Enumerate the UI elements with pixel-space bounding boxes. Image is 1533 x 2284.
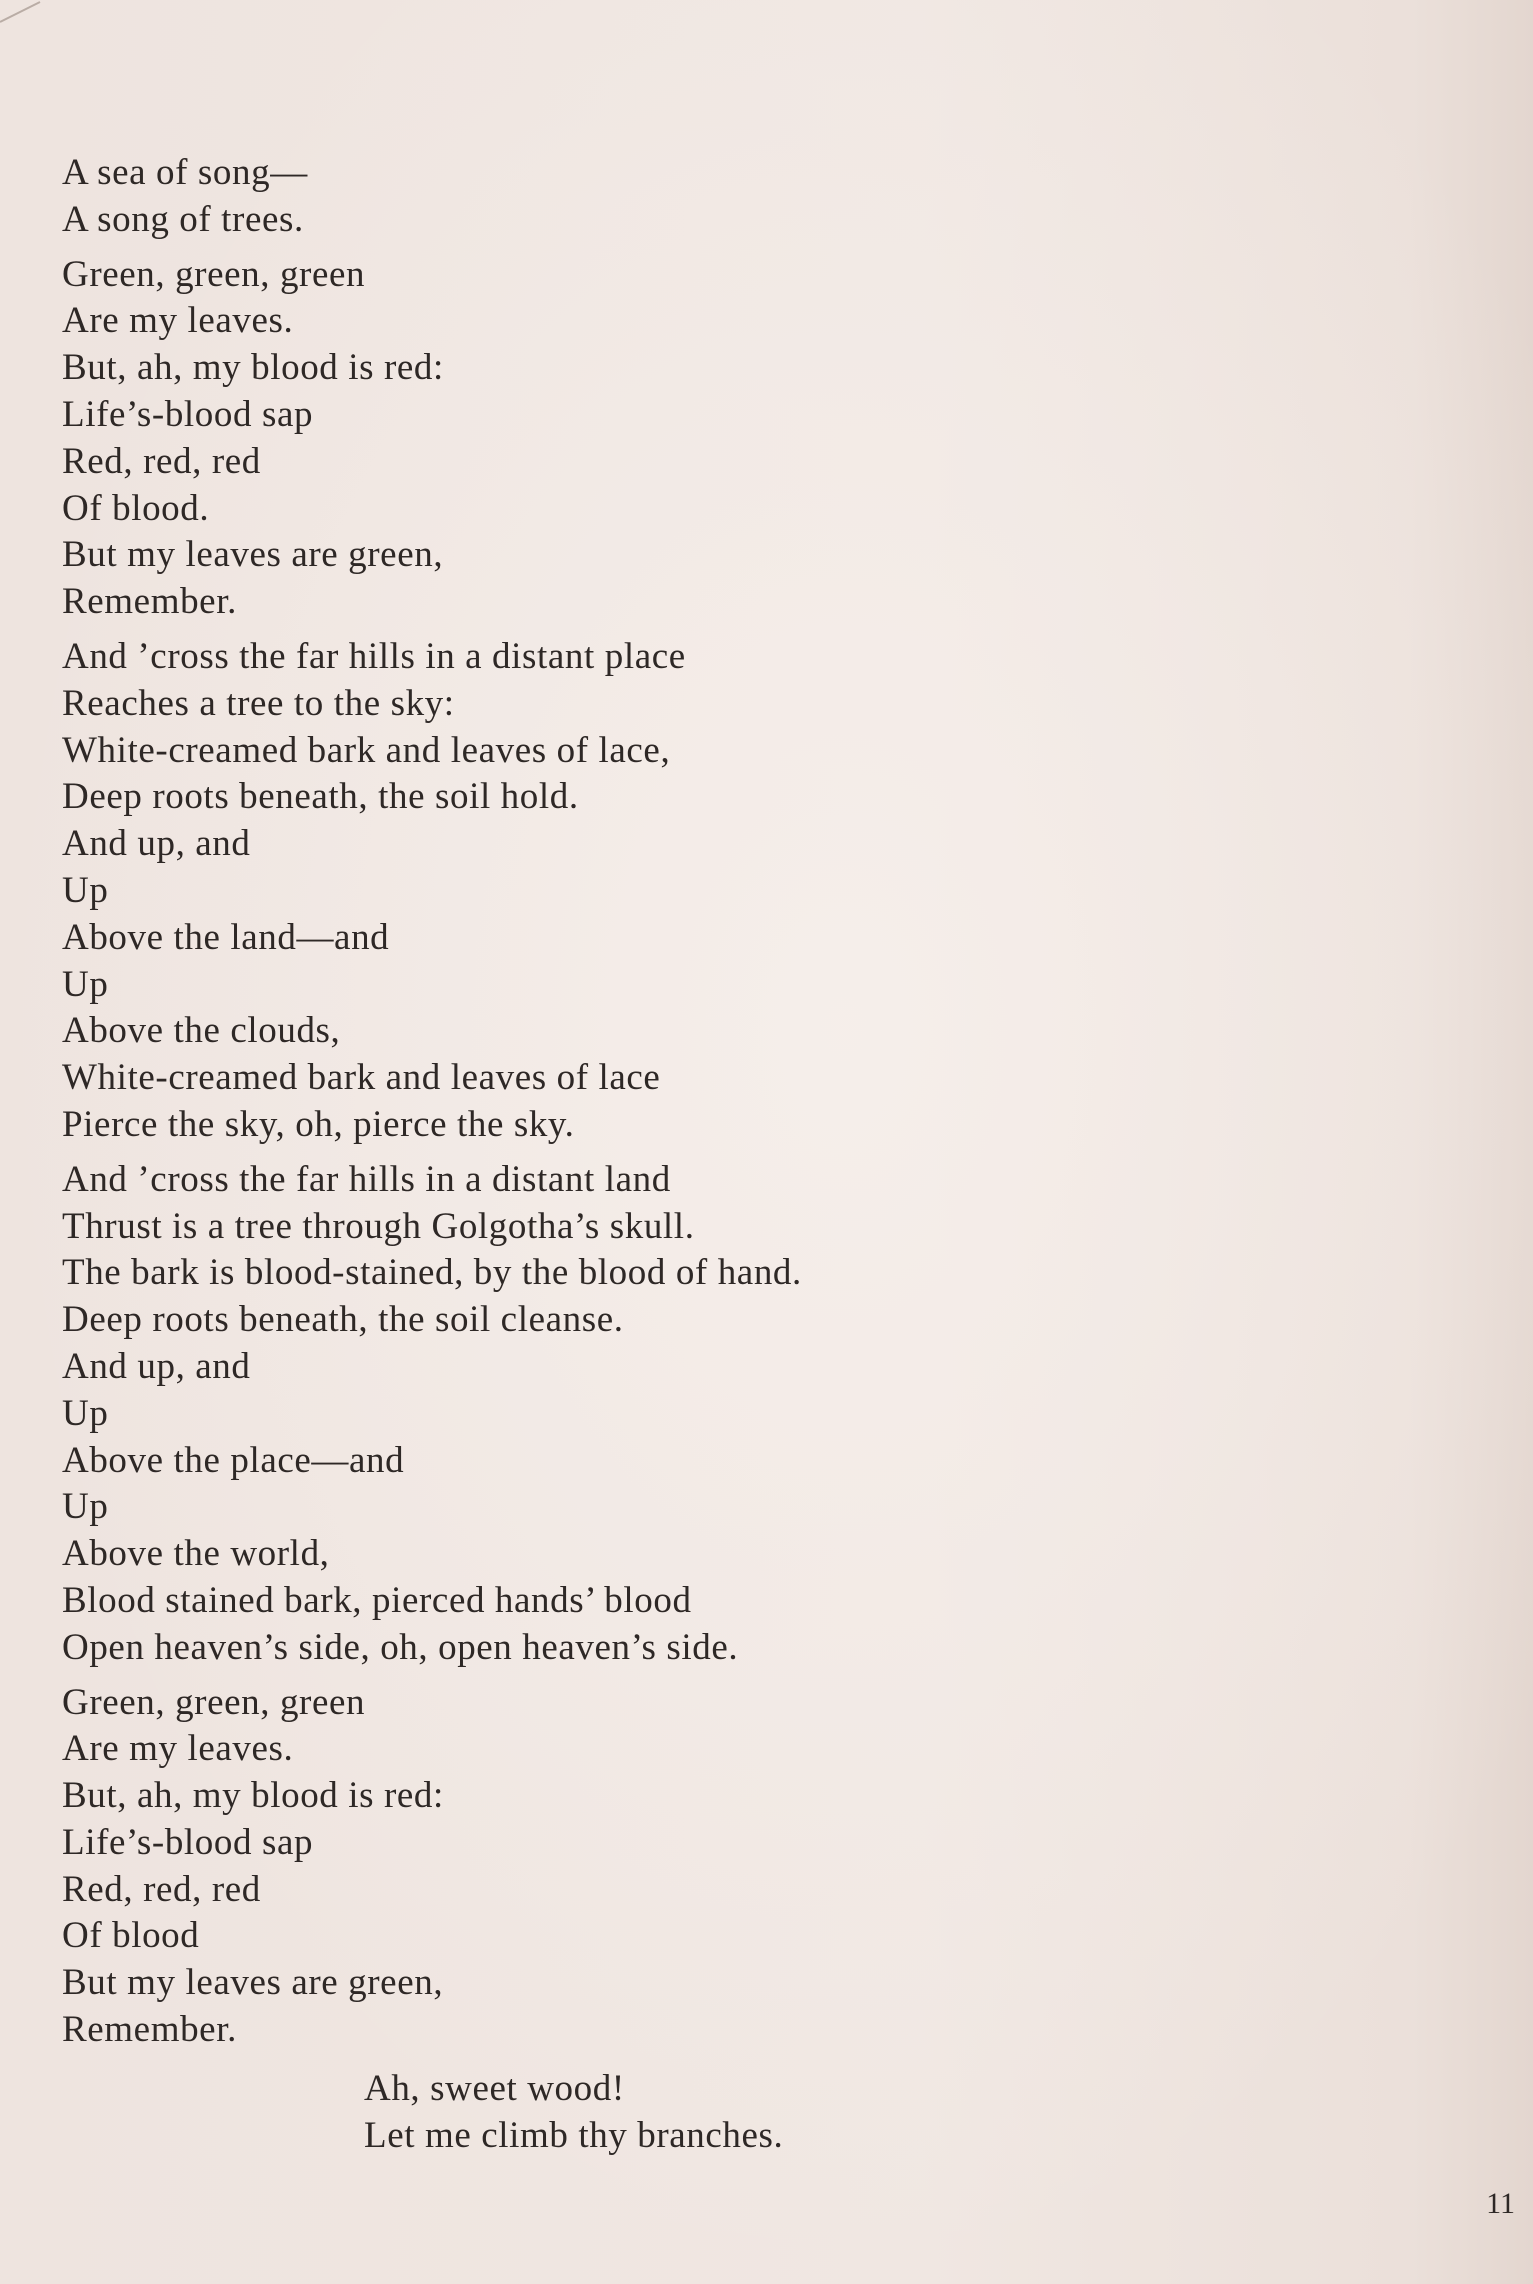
- poem-line: But, ah, my blood is red:: [62, 1775, 444, 1817]
- poem-line: Thrust is a tree through Golgotha’s skull.: [62, 1205, 695, 1247]
- poem-line: White-creamed bark and leaves of lace: [62, 1057, 661, 1099]
- poem-line: Above the place—and: [62, 1439, 405, 1481]
- poem-line: Reaches a tree to the sky:: [62, 682, 455, 724]
- poem-line: Up: [62, 869, 109, 911]
- closing-line: Let me climb thy branches.: [364, 2114, 784, 2156]
- poem-line: Of blood: [62, 1915, 200, 1957]
- poem-line: Up: [62, 963, 109, 1005]
- poem-line: Blood stained bark, pierced hands’ blood: [62, 1579, 692, 1621]
- stanza-3: [62, 634, 1262, 1149]
- poem-line: Green, green, green: [62, 1681, 366, 1723]
- poem-line: Above the world,: [62, 1533, 330, 1575]
- poem-line: Red, red, red: [62, 440, 261, 482]
- stanza-2: [62, 252, 1262, 626]
- poem-line: Deep roots beneath, the soil cleanse.: [62, 1299, 624, 1341]
- poem-line: A sea of song—: [62, 152, 308, 193]
- poem-line: Red, red, red: [62, 1868, 261, 1910]
- closing-line: Ah, sweet wood!: [364, 2068, 625, 2109]
- poem-line: Remember.: [62, 581, 237, 623]
- poem-line: Life’s-blood sap: [62, 393, 314, 435]
- stanza-1: [62, 150, 1262, 244]
- page-corner-crease: [0, 0, 60, 28]
- poem-line: Of blood.: [62, 487, 210, 529]
- poem-line: But my leaves are green,: [62, 1962, 444, 2004]
- poem-line: Are my leaves.: [62, 300, 294, 342]
- poem-line: Are my leaves.: [62, 1728, 294, 1770]
- poem-line: Up: [62, 1486, 109, 1528]
- poem-line: Above the land—and: [62, 916, 390, 958]
- poem-line: But my leaves are green,: [62, 534, 444, 576]
- poem-line: Green, green, green: [62, 253, 366, 295]
- poem-line: Pierce the sky, oh, pierce the sky.: [62, 1103, 575, 1145]
- poem-line: A song of trees.: [62, 198, 304, 240]
- stanza-5: [62, 1680, 1262, 2054]
- poem-line: Remember.: [62, 2009, 237, 2051]
- poem-line: Above the clouds,: [62, 1010, 341, 1052]
- poem-line: White-creamed bark and leaves of lace,: [62, 729, 671, 771]
- poem-line: Deep roots beneath, the soil hold.: [62, 776, 579, 818]
- poem-line: Up: [62, 1392, 109, 1434]
- closing-couplet: [364, 2066, 783, 2160]
- poem-line: Open heaven’s side, oh, open heaven’s side.: [62, 1626, 739, 1668]
- poem-line: The bark is blood-stained, by the blood of hand.: [62, 1252, 802, 1294]
- poem-line: But, ah, my blood is red:: [62, 347, 444, 389]
- page-number: 11: [1486, 2187, 1515, 2220]
- poem-body: [62, 150, 1262, 2054]
- poem-line: And up, and: [62, 1345, 251, 1387]
- poem-line: And ’cross the far hills in a distant place: [62, 635, 686, 677]
- poem-line: Life’s-blood sap: [62, 1821, 314, 1863]
- poem-line: And up, and: [62, 823, 251, 865]
- poem-line: And ’cross the far hills in a distant land: [62, 1158, 671, 1200]
- stanza-4: [62, 1157, 1262, 1672]
